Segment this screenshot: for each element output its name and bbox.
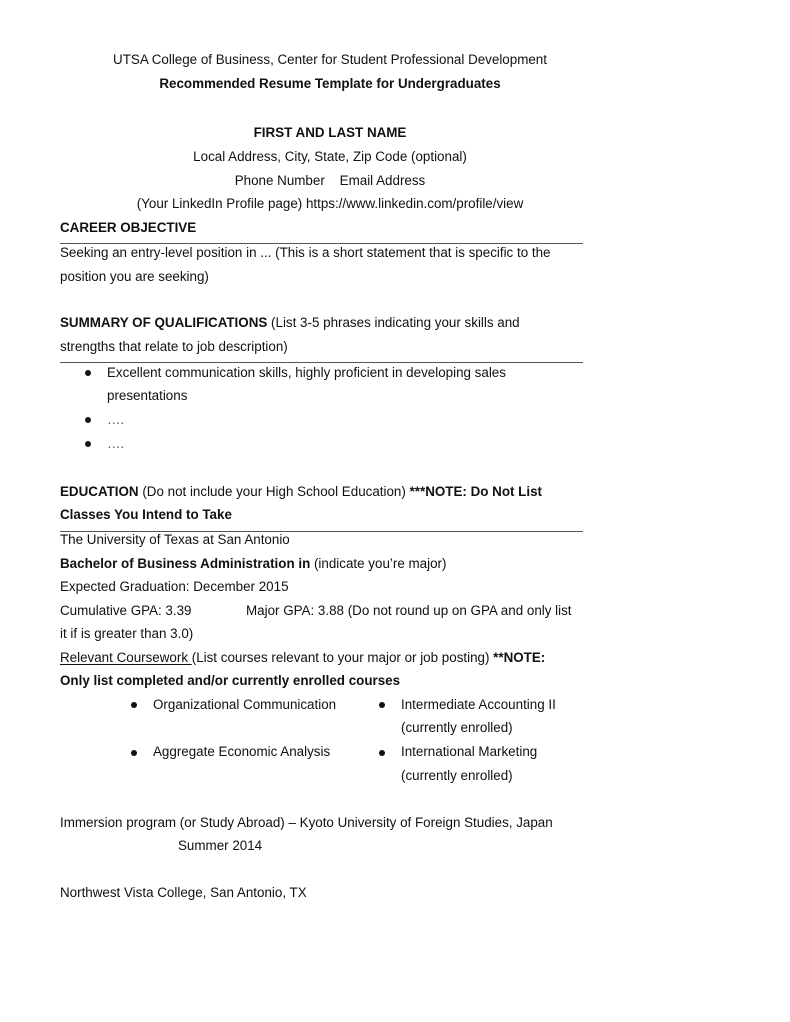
bullet-icon	[85, 417, 91, 423]
graduation-date: Expected Graduation: December 2015	[60, 579, 289, 594]
course-right-2-line1: International Marketing	[401, 744, 538, 759]
template-title: Recommended Resume Template for Undergraduates	[159, 76, 501, 91]
summary-bullet-1-line1: Excellent communication skills, highly proficient in developing sales	[107, 365, 506, 380]
coursework-note: (List courses relevant to your major or job posting)	[191, 650, 494, 665]
linkedin-line: (Your LinkedIn Profile page) https://www.linkedin.com/profile/view	[136, 196, 524, 211]
course-right-1-line2: (currently enrolled)	[401, 720, 513, 735]
degree-note: (indicate you’re major)	[310, 556, 447, 571]
cumulative-gpa: Cumulative GPA: 3.39	[60, 603, 192, 618]
phone-email-line: Phone Number Email Address	[234, 173, 426, 188]
section-divider	[60, 362, 583, 363]
coursework-label: Relevant Coursework	[60, 650, 192, 665]
summary-bullet-3: ….	[107, 436, 125, 451]
career-objective-text-line2: position you are seeking)	[60, 269, 209, 284]
coursework-warning: **NOTE:	[493, 650, 546, 665]
course-left-1: Organizational Communication	[153, 697, 337, 712]
career-objective-heading: CAREER OBJECTIVE	[60, 220, 197, 235]
summary-heading-line1	[60, 315, 520, 331]
bullet-icon	[379, 702, 385, 708]
major-gpa-line2: it if is greater than 3.0)	[60, 626, 194, 641]
education-warning-line2: Classes You Intend to Take	[60, 507, 232, 522]
bullet-icon	[379, 750, 385, 756]
course-right-1-line1: Intermediate Accounting II	[401, 697, 556, 712]
bullet-icon	[131, 702, 137, 708]
school-name: The University of Texas at San Antonio	[60, 532, 290, 547]
bullet-icon	[85, 441, 91, 447]
summary-heading: SUMMARY OF QUALIFICATIONS	[60, 315, 268, 330]
org-line: UTSA College of Business, Center for Student Professional Development	[113, 52, 547, 67]
summary-heading-line2: strengths that relate to job description)	[60, 339, 288, 354]
other-school: Northwest Vista College, San Antonio, TX	[60, 885, 307, 900]
course-right-2-line2: (currently enrolled)	[401, 768, 513, 783]
bullet-icon	[131, 750, 137, 756]
education-heading-note: (Do not include your High School Education)	[138, 484, 410, 499]
immersion-program: Immersion program (or Study Abroad) – Kyoto University of Foreign Studies, Japan	[60, 815, 553, 830]
address-line: Local Address, City, State, Zip Code (optional)	[193, 149, 467, 164]
immersion-term: Summer 2014	[178, 838, 263, 853]
degree-line	[60, 556, 446, 572]
education-heading-line1	[60, 484, 542, 500]
major-gpa-line1: Major GPA: 3.88 (Do not round up on GPA and only list	[246, 603, 572, 618]
summary-heading-note: (List 3-5 phrases indicating your skills and	[267, 315, 520, 330]
education-warning: ***NOTE: Do Not List	[409, 484, 542, 499]
section-divider	[60, 243, 583, 244]
coursework-warning-line2: Only list completed and/or currently enrolled courses	[60, 673, 401, 688]
summary-bullet-1-line2: presentations	[107, 388, 188, 403]
course-left-2: Aggregate Economic Analysis	[153, 744, 331, 759]
coursework-line1	[60, 650, 545, 666]
summary-bullet-2: ….	[107, 412, 125, 427]
candidate-name: FIRST AND LAST NAME	[253, 125, 407, 140]
degree-title: Bachelor of Business Administration in	[60, 556, 311, 571]
education-heading: EDUCATION	[60, 484, 139, 499]
bullet-icon	[85, 370, 91, 376]
career-objective-text-line1: Seeking an entry-level position in ... (This is a short statement that is specific to the	[60, 245, 551, 260]
